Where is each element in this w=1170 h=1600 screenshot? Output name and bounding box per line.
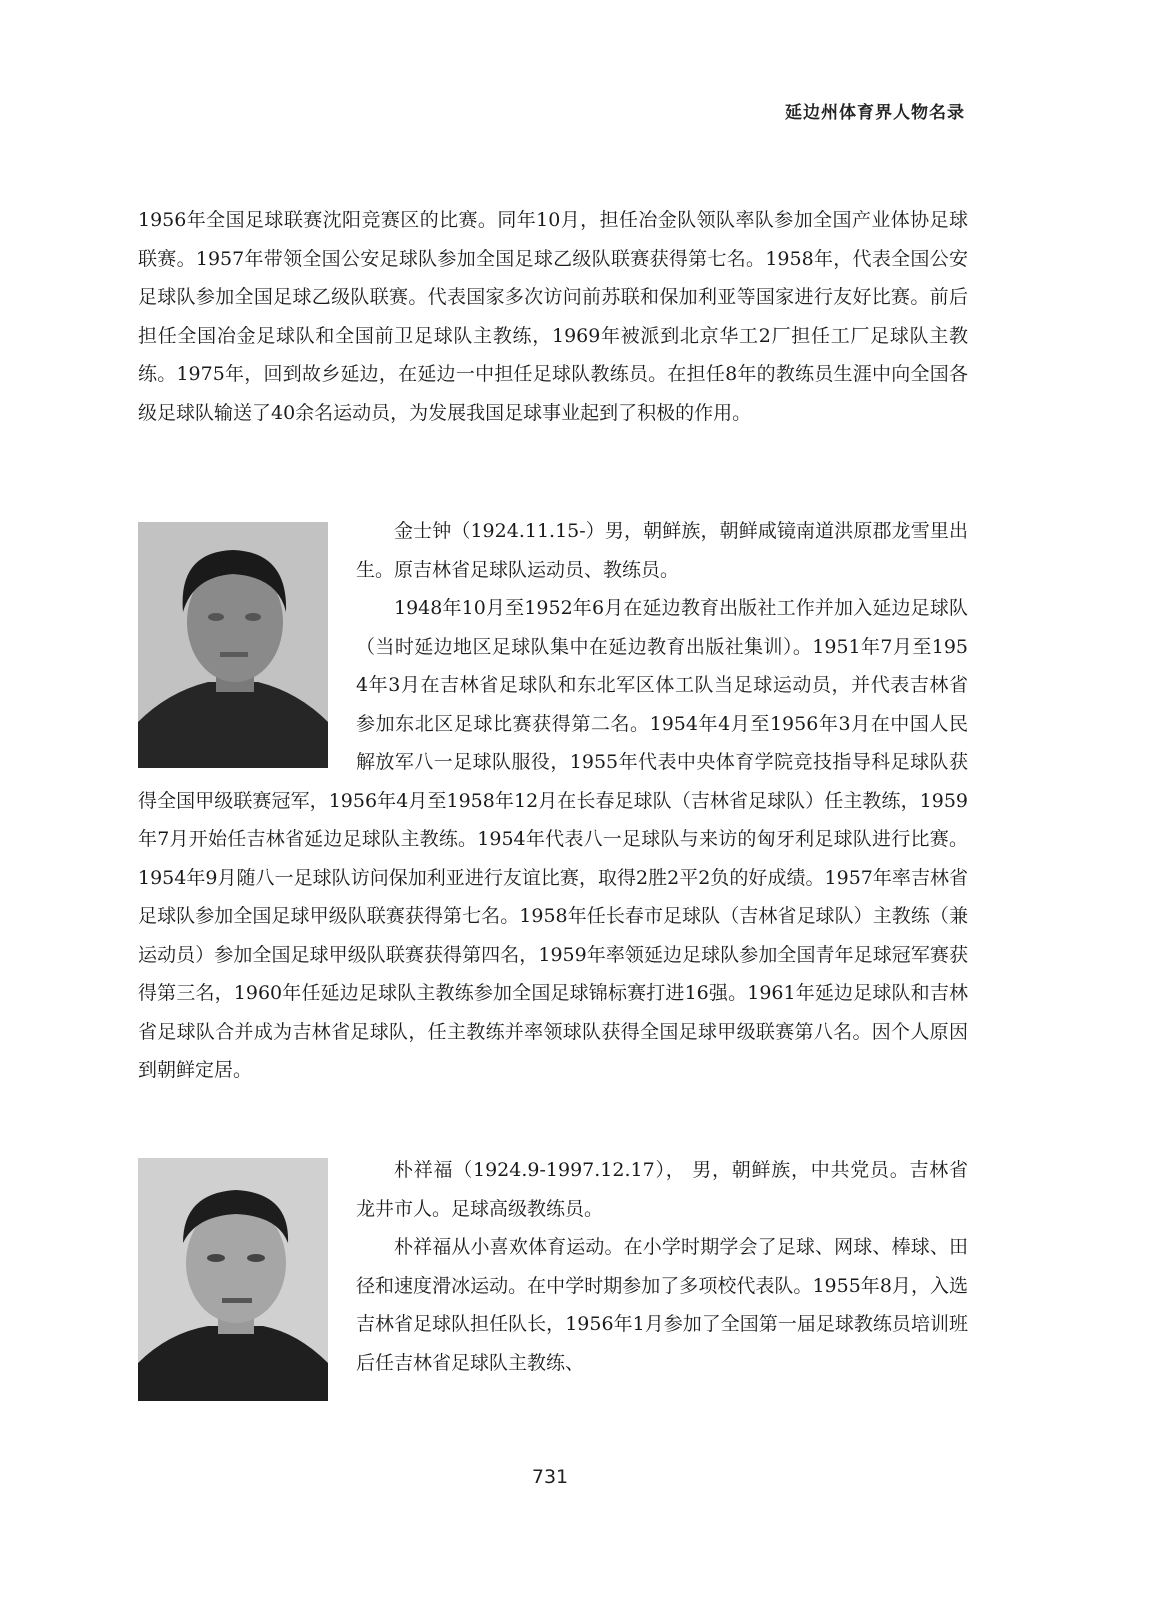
running-header: 延边州体育界人物名录 bbox=[785, 103, 965, 123]
intro-paragraph: 1956年全国足球联赛沈阳竞赛区的比赛。同年10月，担任冶金队领队率队参加全国产业体协足球联赛。1957年带领全国公安足球队参加全国足球乙级队联赛获得第七名。1958年，代表全国公安足球队参加全国足球乙级队联赛。代表国家多次访问前苏联和保加利亚等国家进行友好比赛。前后担任全国冶金足球队和全国前卫足球队主教练，1969年被派到北京华工2厂担任工厂足球队主教练。1975年，回到故乡延边，在延边一中担任足球队教练员。在担任8年的教练员生涯中向全国各级足球队输送了40余名运动员，为发展我国足球事业起到了积极的作用。 bbox=[138, 209, 968, 424]
biography-entry-2 bbox=[138, 1151, 968, 1401]
portrait-photo-2 bbox=[138, 1158, 328, 1401]
entry-1-summary: 金士钟（1924.11.15-）男，朝鲜族，朝鲜咸镜南道洪原郡龙雪里出生。原吉林省足球队运动员、教练员。 bbox=[356, 520, 968, 581]
portrait-2-image bbox=[138, 1158, 328, 1401]
entry-2-summary: 朴祥福（1924.9-1997.12.17）， 男，朝鲜族，中共党员。吉林省龙井市人。足球高级教练员。 bbox=[356, 1159, 968, 1220]
page-number: 731 bbox=[531, 1466, 569, 1488]
portrait-1-image bbox=[138, 522, 328, 768]
entry-1-career: 1948年10月至1952年6月在延边教育出版社工作并加入延边足球队（当时延边地区足球队集中在延边教育出版社集训）。1951年7月至1954年3月在吉林省足球队和东北军区体工队当足球运动员，并代表吉林省参加东北区足球比赛获得第二名。1954年4月至1956年3月在中国人民解放军八一足球队服役，1955年代表中央体育学院竞技指导科足球队获得全国甲级联赛冠军，1956年4月至1958年12月在长春足球队（吉林省足球队）任主教练，1959年7月开始任吉林省延边足球队主教练。1954年代表八一足球队与来访的匈牙利足球队进行比赛。1954年9月随八一足球队访问保加利亚进行友谊比赛，取得2胜2平2负的好成绩。1957年率吉林省足球队参加全国足球甲级队联赛获得第七名。1958年任长春市足球队（吉林省足球队）主教练（兼运动员）参加全国足球甲级队联赛获得第四名，1959年率领延边足球队参加全国青年足球冠军赛获得第三名，1960年任延边足球队主教练参加全国足球锦标赛打进16强。1961年延边足球队和吉林省足球队合并成为吉林省足球队，任主教练并率领球队获得全国足球甲级联赛第八名。因个人原因到朝鲜定居。 bbox=[138, 597, 968, 1081]
portrait-photo-1 bbox=[138, 522, 328, 768]
entry-2-career: 朴祥福从小喜欢体育运动。在小学时期学会了足球、网球、棒球、田径和速度滑冰运动。在中学时期参加了多项校代表队。1955年8月，入选吉林省足球队担任队长，1956年1月参加了全国第一届足球教练员培训班后任吉林省足球队主教练、 bbox=[356, 1236, 968, 1374]
biography-entry-1 bbox=[138, 512, 968, 1090]
